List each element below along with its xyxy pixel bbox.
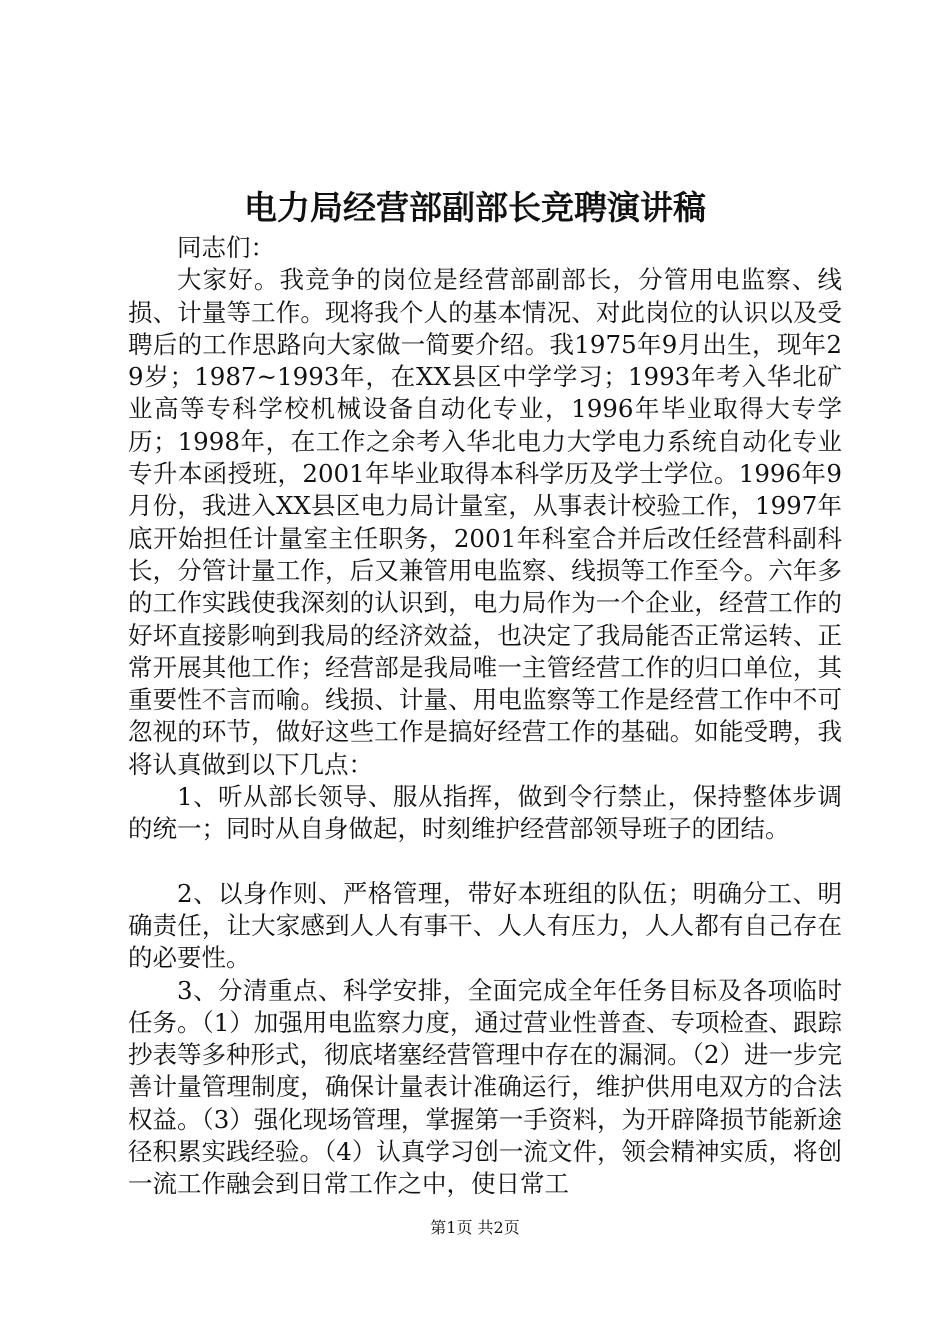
document-title: 电力局经营部副部长竞聘演讲稿 — [244, 188, 706, 227]
paragraph-point-2: 2、以身作则、严格管理，带好本班组的队伍；明确分工、明确责任，让大家感到人人有事干、人人有压力，人人都有自己存在的必要性。 — [128, 878, 842, 973]
page-number-footer: 第1页 共2页 — [430, 1218, 520, 1237]
paragraph-intro: 大家好。我竞争的岗位是经营部副部长，分管用电监察、线损、计量等工作。现将我个人的基本情况、对此岗位的认识以及受聘后的工作思路向大家做一简要介绍。我1975年9月出生，现年29岁；1987~1993年，在XX县区中学学习；1993年考入华北矿业高等专科学校机械设备自动化专业，1996年毕业取得大专学历；1998年，在工作之余考入华北电力大学电力系统自动化专业专升本函授班，2001年毕业取得本科学历及学士学位。1996年9月份，我进入XX县区电力局计量室，从事表计校验工作，1997年底开始担任计量室主任职务，2001年科室合并后改任经营科副科长，分管计量工作，后又兼管用电监察、线损等工作至今。六年多的工作实践使我深刻的认识到，电力局作为一个企业，经营工作的好坏直接影响到我局的经济效益，也决定了我局能否正常运转、正常开展其他工作；经营部是我局唯一主管经营工作的归口单位，其重要性不言而喻。线损、计量、用电监察等工作是经营工作中不可忽视的环节，做好这些工作是搞好经营工作的基础。如能受聘，我将认真做到以下几点： — [128, 265, 842, 779]
paragraph-point-1: 1、听从部长领导、服从指挥，做到令行禁止，保持整体步调的统一；同时从自身做起，时刻维护经营部领导班子的团结。 — [128, 782, 842, 844]
document-body — [128, 232, 842, 1201]
paragraph-point-3: 3、分清重点、科学安排，全面完成全年任务目标及各项临时任务。（1）加强用电监察力度，通过营业性普查、专项检查、跟踪抄表等多种形式，彻底堵塞经营管理中存在的漏洞。（2）进一步完善计量管理制度，确保计量表计准确运行，维护供用电双方的合法权益。（3）强化现场管理，掌握第一手资料，为开辟降损节能新途径积累实践经验。（4）认真学习创一流文件，领会精神实质，将创一流工作融会到日常工作之中，使日常工 — [128, 975, 842, 1199]
salutation: 同志们： — [177, 233, 275, 262]
